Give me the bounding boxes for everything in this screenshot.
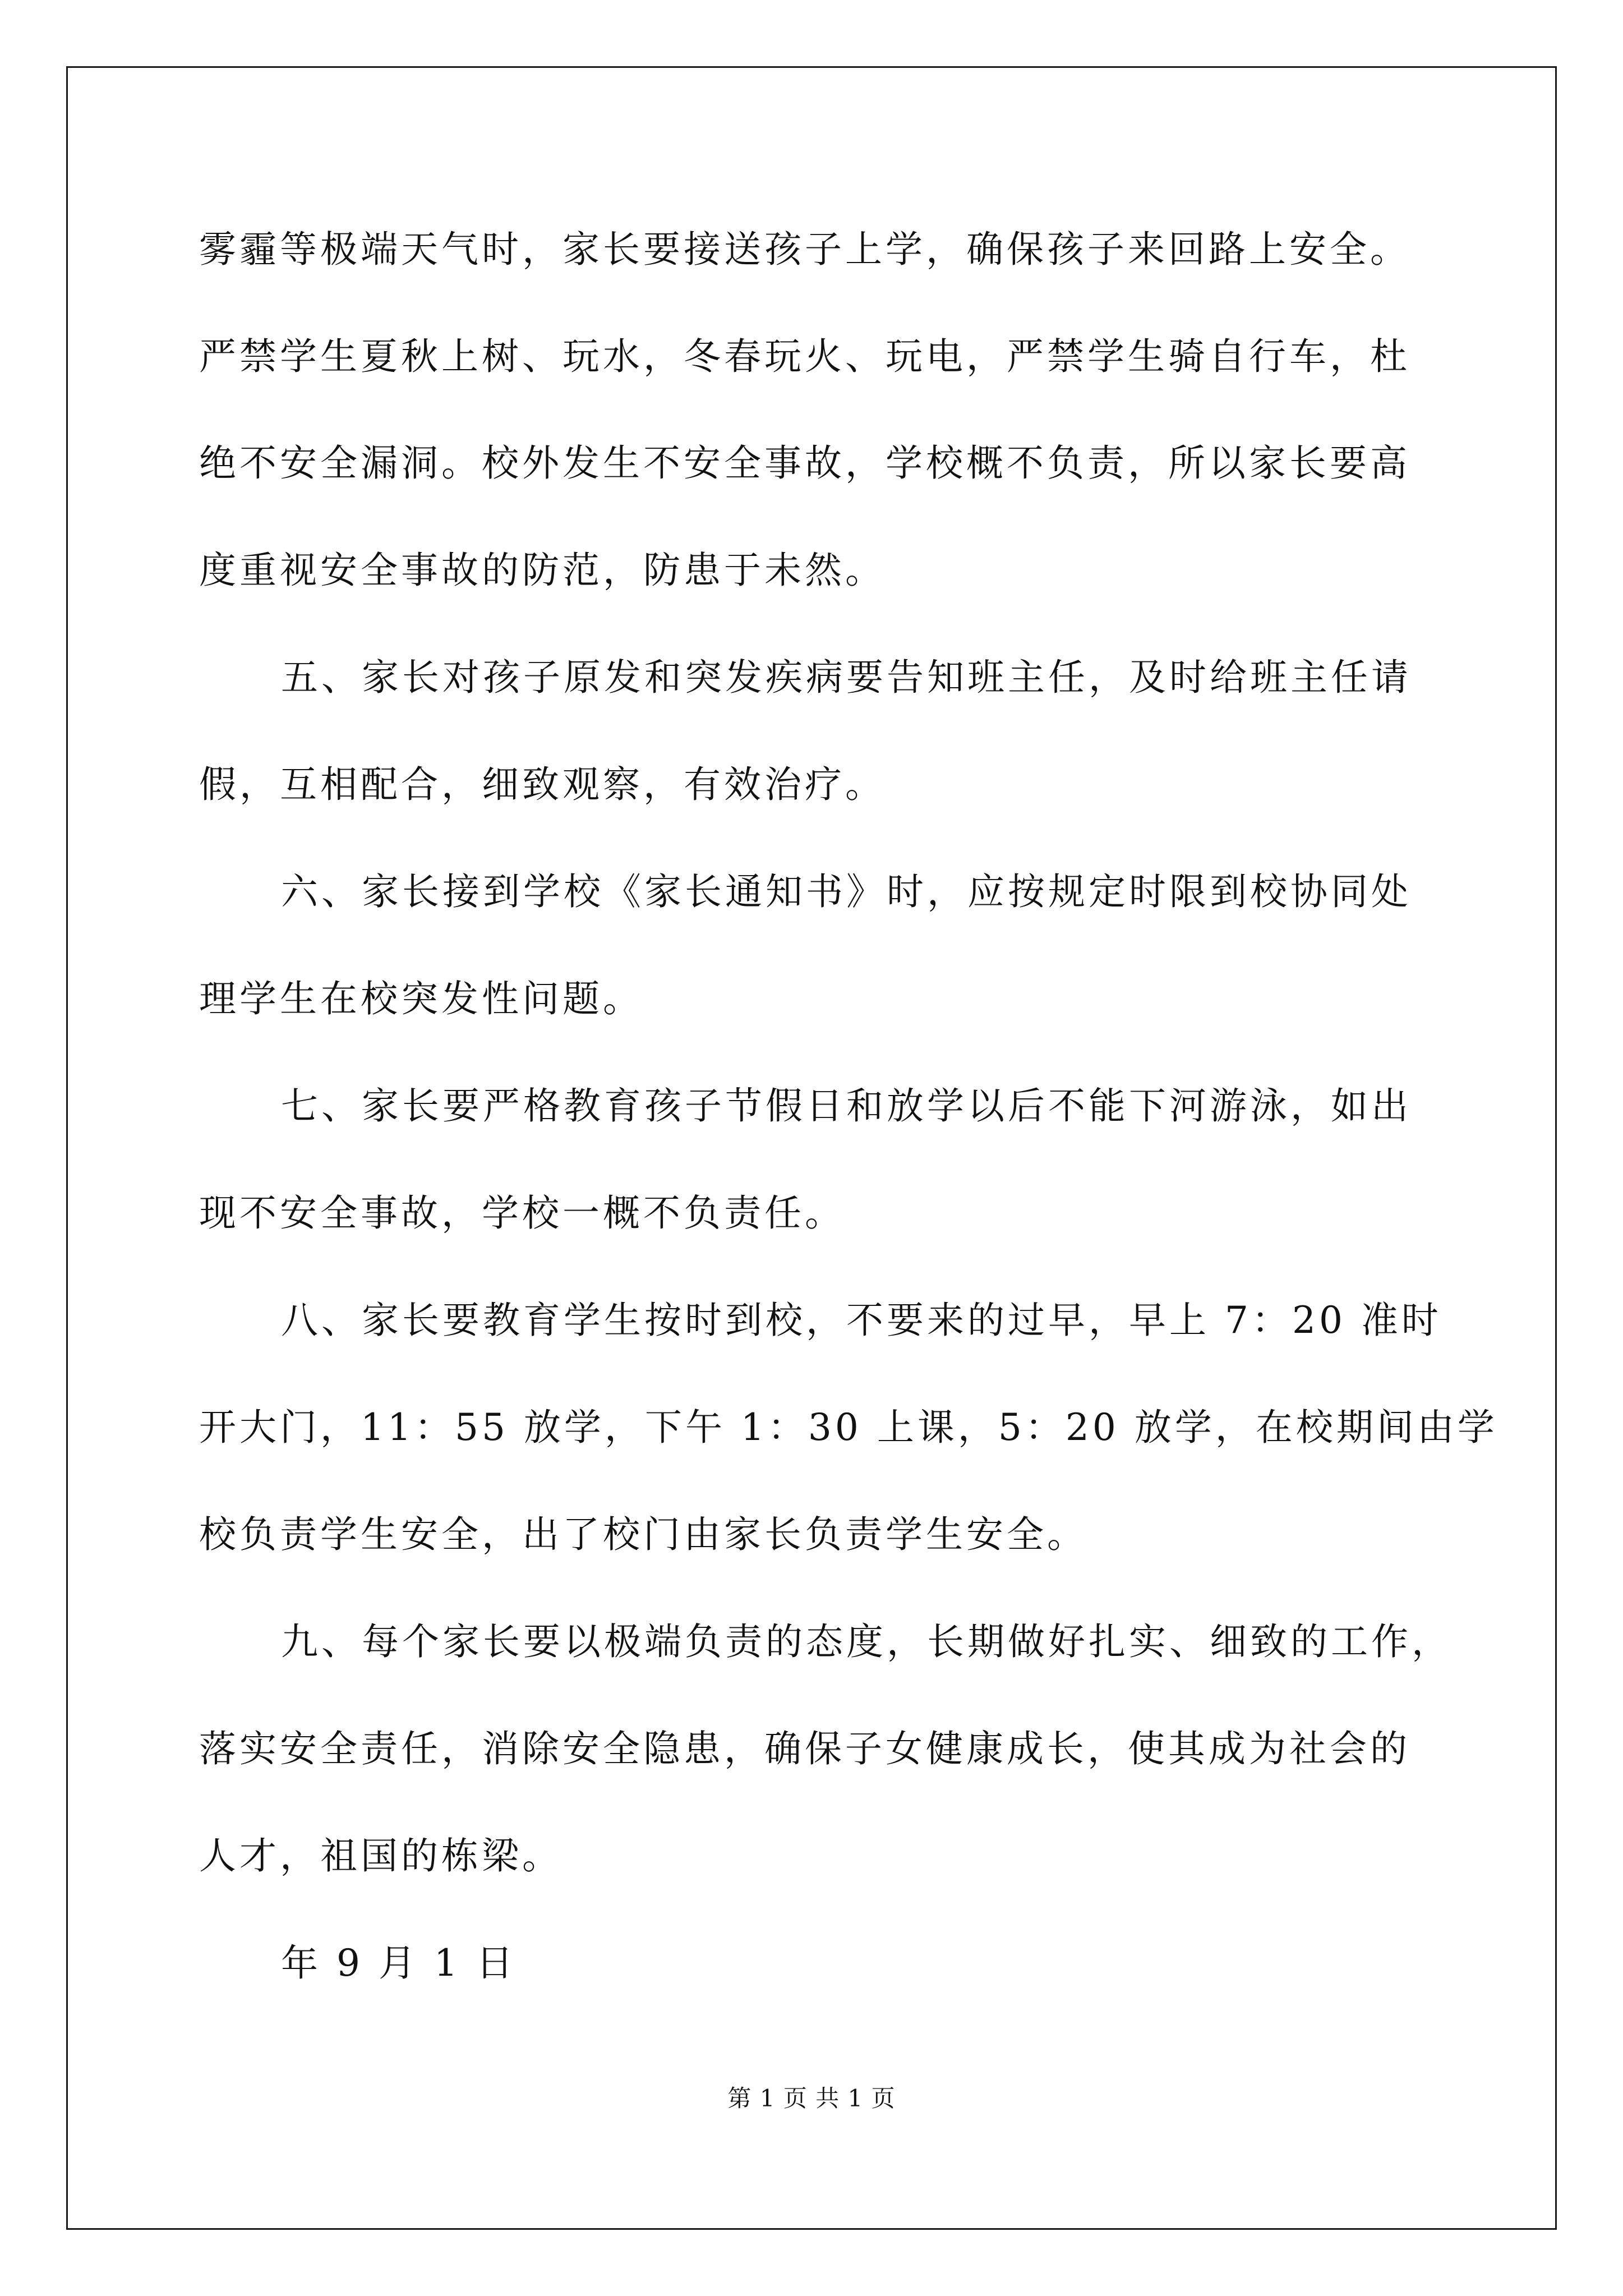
body-text-line: 五、家长对孩子原发和突发疾病要告知班主任，及时给班主任请 bbox=[281, 656, 1412, 699]
body-text-line: 严禁学生夏秋上树、玩水，冬春玩火、玩电，严禁学生骑自行车，杜 bbox=[199, 335, 1410, 378]
body-text-line: 校负责学生安全，出了校门由家长负责学生安全。 bbox=[199, 1513, 1087, 1556]
body-text-line: 绝不安全漏洞。校外发生不安全事故，学校概不负责，所以家长要高 bbox=[199, 441, 1410, 485]
body-text-line: 假，互相配合，细致观察，有效治疗。 bbox=[199, 763, 886, 806]
date-line: 年 9 月 1 日 bbox=[281, 1941, 517, 1985]
body-text-line: 开大门，11：55 放学，下午 1：30 上课，5：20 放学，在校期间由学 bbox=[199, 1406, 1498, 1449]
body-text-line: 度重视安全事故的防范，防患于未然。 bbox=[199, 549, 886, 592]
body-text-line: 现不安全事故，学校一概不负责任。 bbox=[199, 1191, 845, 1235]
body-text-line: 九、每个家长要以极端负责的态度，长期做好扎实、细致的工作， bbox=[281, 1620, 1452, 1663]
body-text-line: 理学生在校突发性问题。 bbox=[199, 977, 643, 1020]
body-text-line: 雾霾等极端天气时，家长要接送孩子上学，确保孩子来回路上安全。 bbox=[199, 228, 1410, 271]
body-text-line: 落实安全责任，消除安全隐患，确保子女健康成长，使其成为社会的 bbox=[199, 1727, 1410, 1770]
page-number-footer: 第 1 页 共 1 页 bbox=[727, 2085, 896, 2112]
body-text-line: 六、家长接到学校《家长通知书》时，应按规定时限到校协同处 bbox=[281, 870, 1412, 913]
body-text-line: 八、家长要教育学生按时到校，不要来的过早，早上 7：20 准时 bbox=[281, 1299, 1442, 1342]
page-border bbox=[66, 66, 1557, 2230]
body-text-line: 七、家长要严格教育孩子节假日和放学以后不能下河游泳，如出 bbox=[281, 1084, 1412, 1128]
body-text-line: 人才，祖国的栋梁。 bbox=[199, 1834, 562, 1878]
